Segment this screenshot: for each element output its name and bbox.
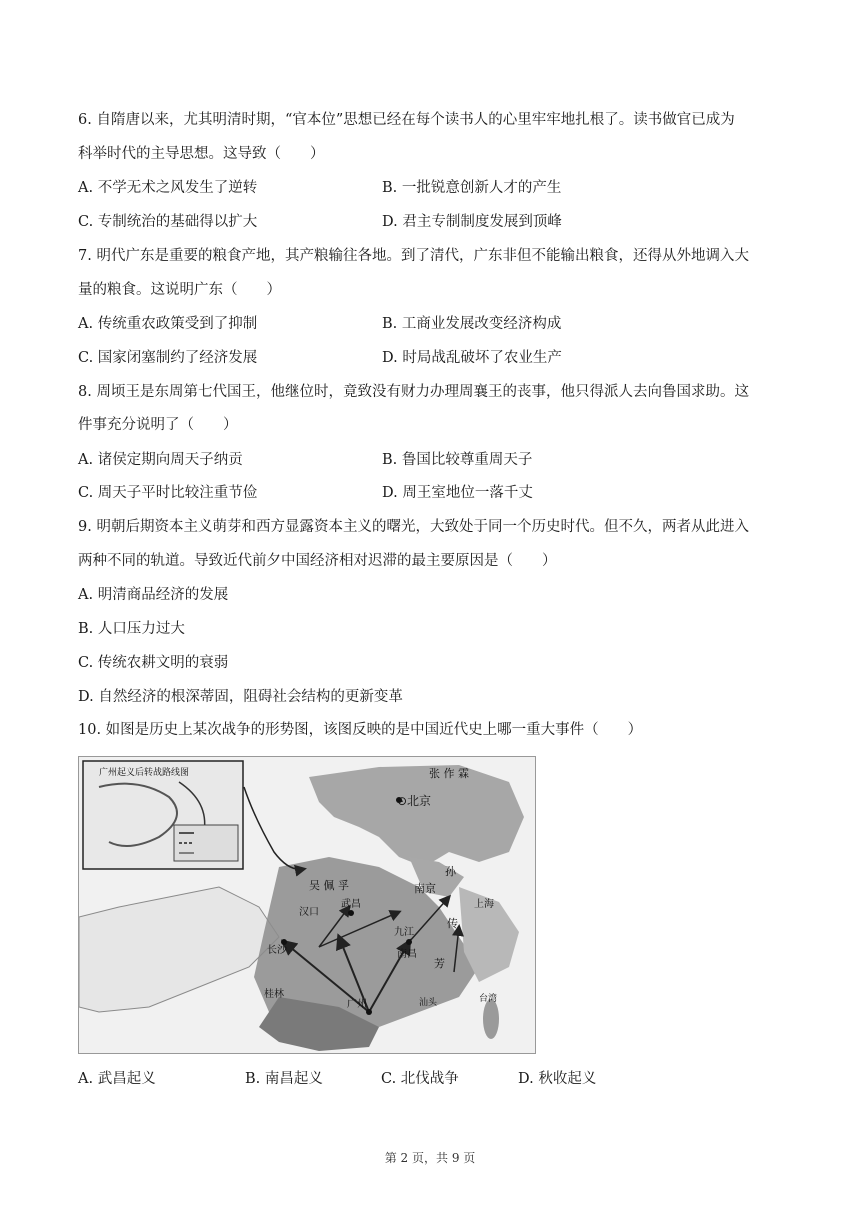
q7-stem-line1: 7. 明代广东是重要的粮食产地，其产粮输往各地。到了清代，广东非但不能输出粮食，还得从外地调入大 <box>78 248 749 264</box>
nanchang-label: 南昌 <box>397 949 417 960</box>
q10-stem: 10. 如图是历史上某次战争的形势图，该图反映的是中国近代史上哪一重大事件（ ） <box>78 722 643 738</box>
q8-option-c[interactable]: C. 周天子平时比较注重节俭 <box>78 485 258 501</box>
q6-stem-line2: 科举时代的主导思想。这导致（ ） <box>78 146 325 162</box>
q9-stem-line2: 两种不同的轨道。导致近代前夕中国经济相对迟滞的最主要原因是（ ） <box>78 553 557 569</box>
q8-stem-line2: 件事充分说明了（ ） <box>78 417 238 433</box>
page-footer: 第 2 页，共 9 页 <box>384 1151 476 1165</box>
q7-option-a[interactable]: A. 传统重农政策受到了抑制 <box>78 316 258 332</box>
q6-option-d[interactable]: D. 君主专制制度发展到顶峰 <box>382 214 562 230</box>
map-graphic <box>79 757 535 1053</box>
taiwan-island <box>483 999 499 1039</box>
hankou-label: 汉口 <box>299 907 319 918</box>
q9-option-d[interactable]: D. 自然经济的根深蒂固，阻碍社会结构的更新变革 <box>78 689 403 705</box>
q9-option-b[interactable]: B. 人口压力过大 <box>78 621 185 637</box>
q6-stem-line1: 6. 自隋唐以来，尤其明清时期，“官本位”思想已经在每个读书人的心里牢牢地扎根了。读书做官已成为 <box>78 112 735 128</box>
q10-option-a[interactable]: A. 武昌起义 <box>78 1071 156 1087</box>
shantou-label: 汕头 <box>419 998 438 1008</box>
q6-option-c[interactable]: C. 专制统治的基础得以扩大 <box>78 214 258 230</box>
q7-stem-line2: 量的粮食。这说明广东（ ） <box>78 282 281 298</box>
sun-label-c: 芳 <box>434 957 445 970</box>
q9-option-a[interactable]: A. 明清商品经济的发展 <box>78 587 229 603</box>
q8-option-b[interactable]: B. 鲁国比较尊重周天子 <box>382 452 533 468</box>
war-situation-map <box>78 756 536 1054</box>
q8-stem-line1: 8. 周顷王是东周第七代国王，他继位时，竟致没有财力办理周襄王的丧事，他只得派人去向鲁国求助。这 <box>78 384 749 400</box>
sun-label-b: 传 <box>447 917 458 930</box>
wuhan-label: 武昌 <box>341 899 361 910</box>
nanjing-label: 南京 <box>414 882 436 895</box>
north-region-label: 张 作 霖 <box>429 767 469 780</box>
q7-option-b[interactable]: B. 工商业发展改变经济构成 <box>382 316 562 332</box>
taiwan-label: 台湾 <box>479 994 498 1004</box>
q10-option-c[interactable]: C. 北伐战争 <box>381 1071 459 1087</box>
q9-stem-line1: 9. 明朝后期资本主义萌芽和西方显露资本主义的曙光，大致处于同一个历史时代。但不久，两者从此进入 <box>78 519 749 535</box>
changsha-label: 长沙 <box>267 945 287 956</box>
q6-option-a[interactable]: A. 不学无术之风发生了逆转 <box>78 180 258 196</box>
sun-label-a: 孙 <box>445 865 456 878</box>
beijing-label: ⊙北京 <box>397 794 432 808</box>
q10-option-d[interactable]: D. 秋收起义 <box>518 1071 597 1087</box>
guangzhou-label: 广州 <box>347 999 367 1010</box>
shanghai-label: 上海 <box>474 899 494 910</box>
q7-option-c[interactable]: C. 国家闭塞制约了经济发展 <box>78 350 258 366</box>
guilin-label: 桂林 <box>264 989 284 1000</box>
q8-option-a[interactable]: A. 诸侯定期向周天子纳贡 <box>78 452 243 468</box>
q8-option-d[interactable]: D. 周王室地位一落千丈 <box>382 485 533 501</box>
q6-option-b[interactable]: B. 一批锐意创新人才的产生 <box>382 180 562 196</box>
q10-option-b[interactable]: B. 南昌起义 <box>245 1071 323 1087</box>
wu-label: 吴 佩 孚 <box>309 879 349 892</box>
inset-title: 广州起义后转战路线图 <box>99 768 190 778</box>
q9-option-c[interactable]: C. 传统农耕文明的衰弱 <box>78 655 229 671</box>
jiujiang-label: 九江 <box>394 927 414 938</box>
q7-option-d[interactable]: D. 时局战乱破坏了农业生产 <box>382 350 562 366</box>
